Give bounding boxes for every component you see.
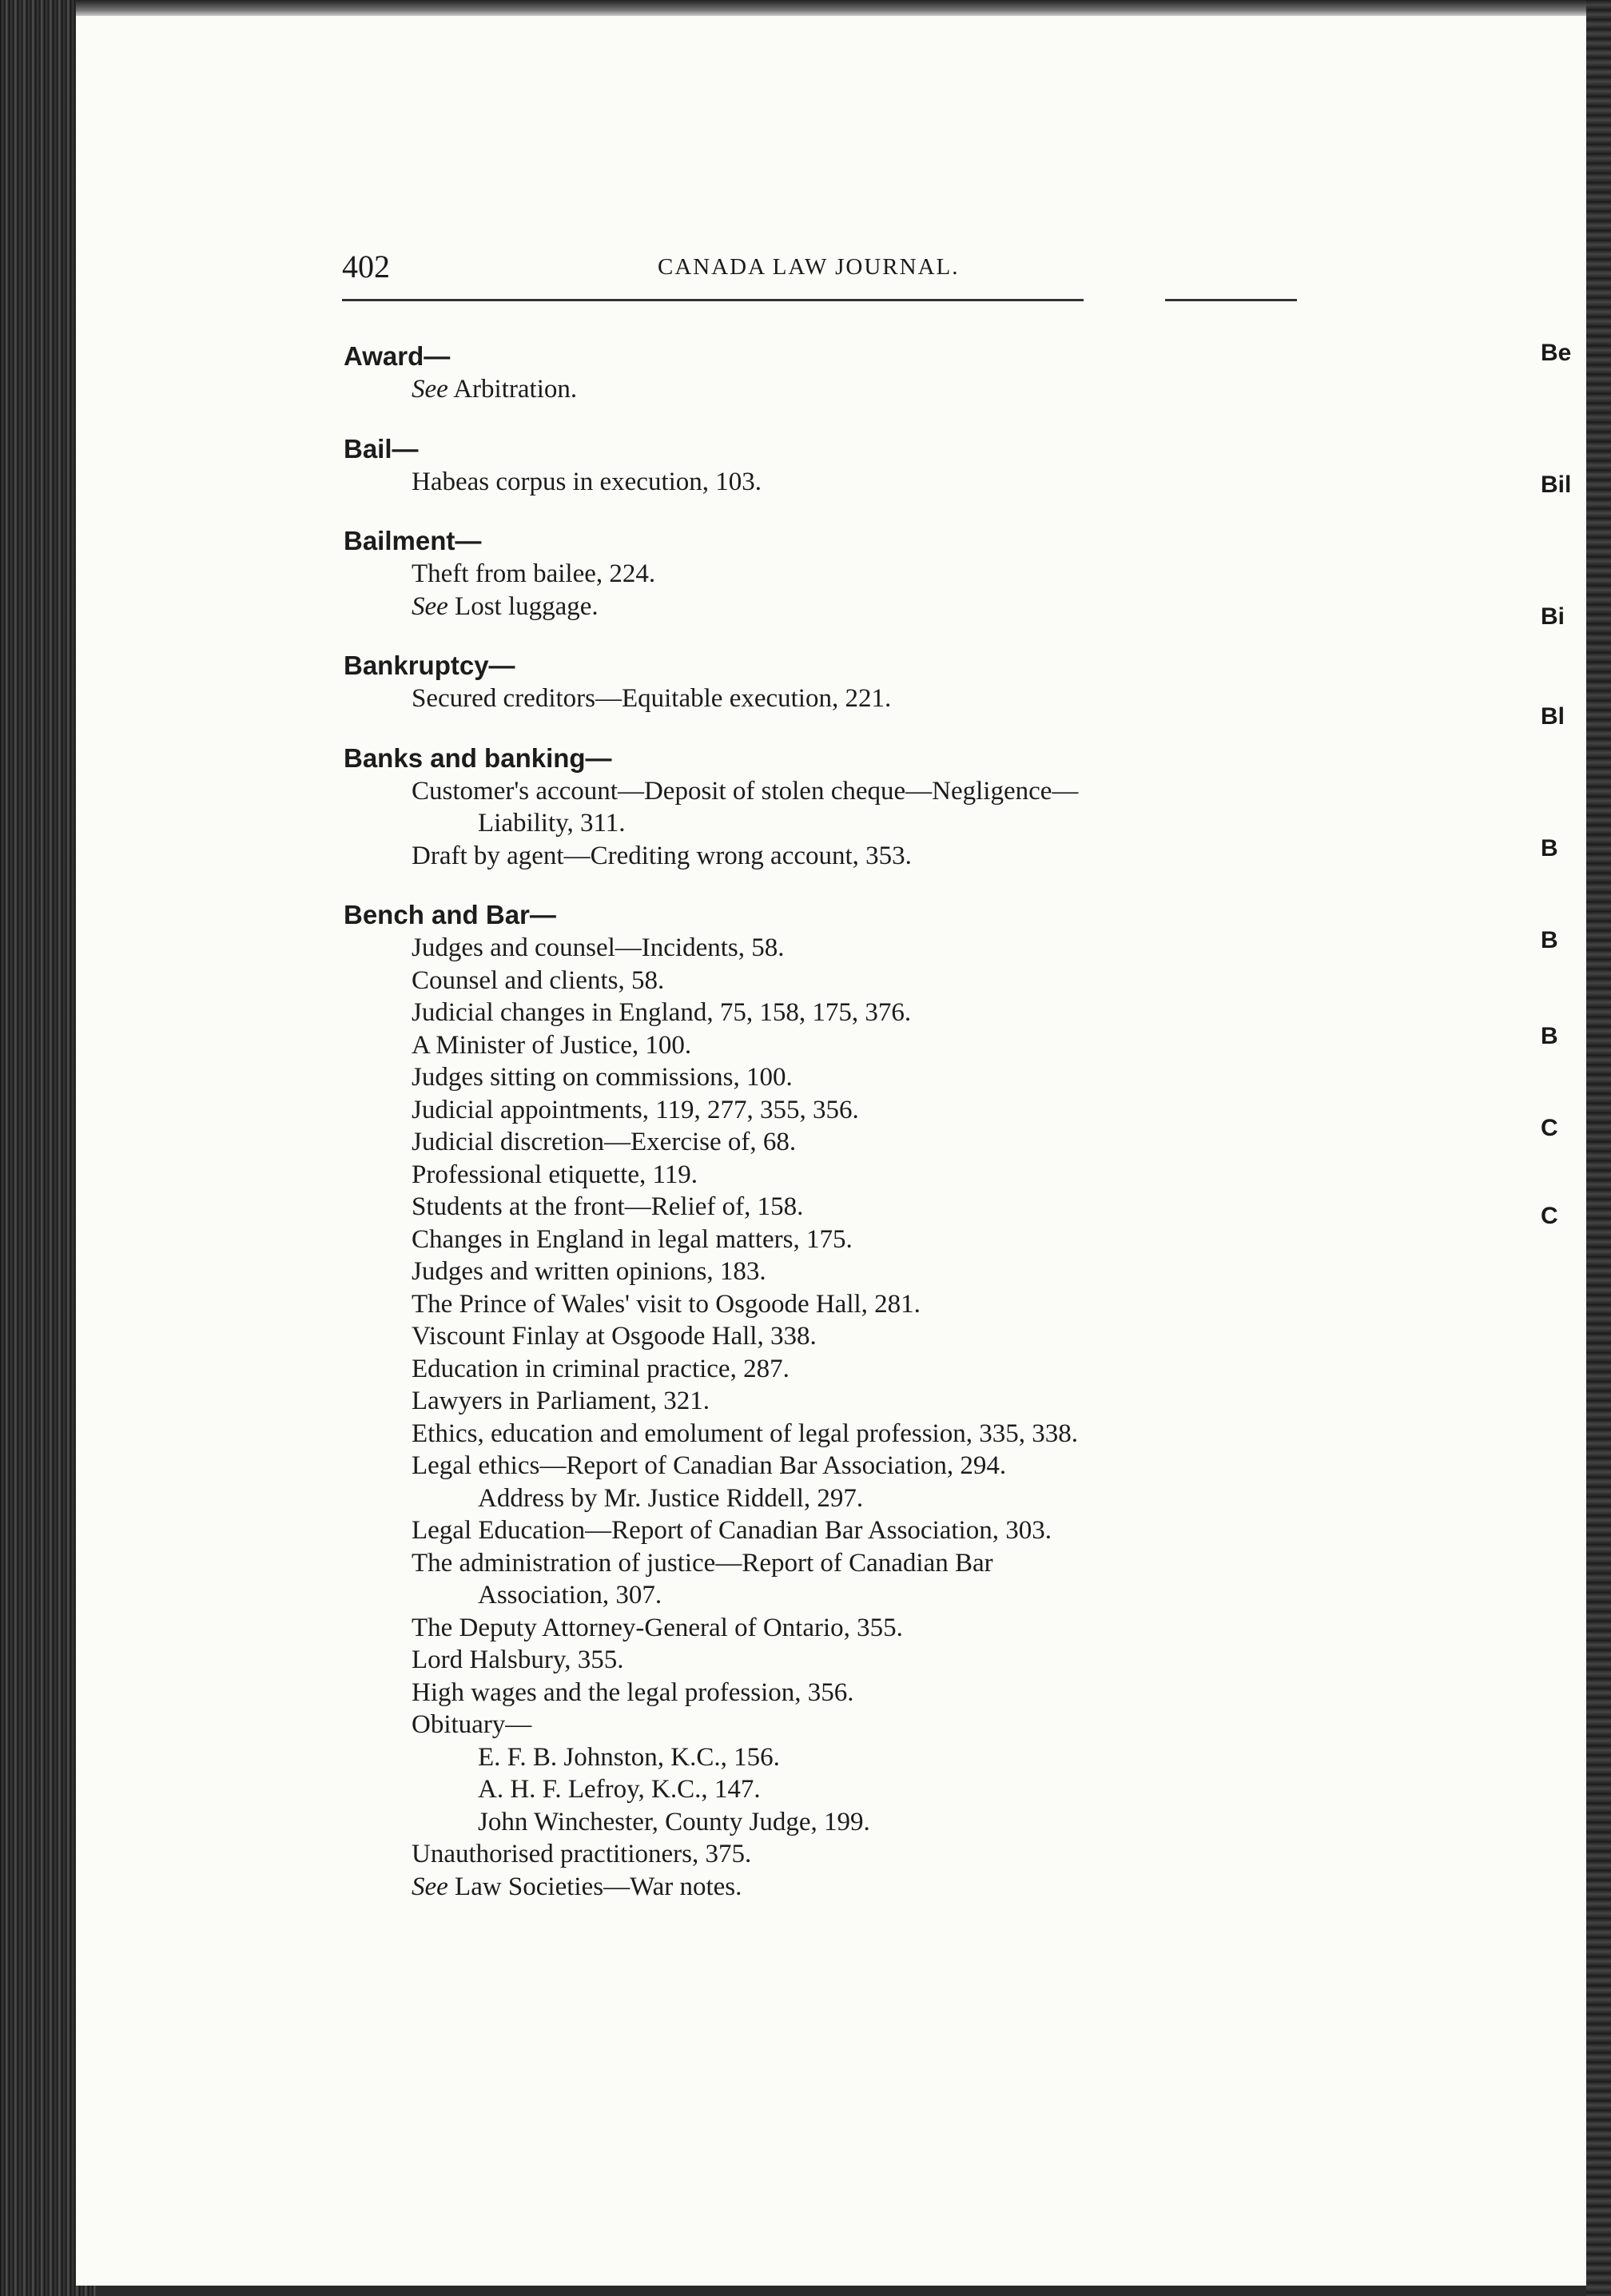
index-subentry bbox=[344, 1061, 1303, 1094]
index-subentry bbox=[344, 1353, 1303, 1386]
index-subentry bbox=[344, 1871, 1303, 1904]
page-header bbox=[342, 248, 1297, 288]
see-reference: See bbox=[412, 591, 448, 621]
facing-page-fragment: B bbox=[1541, 1023, 1558, 1049]
subentry-text: Professional etiquette, 119. bbox=[412, 1160, 698, 1189]
subentry-text: E. F. B. Johnston, K.C., 156. bbox=[478, 1742, 780, 1772]
subentry-text: High wages and the legal profession, 356. bbox=[412, 1677, 854, 1707]
subentry-text: Liability, 311. bbox=[478, 809, 626, 838]
subentry-text: Secured creditors—Equitable execution, 221. bbox=[412, 684, 892, 713]
subentry-text: Judicial changes in England, 75, 158, 175, 376. bbox=[412, 998, 912, 1027]
index-heading: Bailment— bbox=[344, 526, 482, 555]
index-subentry bbox=[344, 1418, 1303, 1450]
subentry-text: Habeas corpus in execution, 103. bbox=[412, 467, 762, 496]
subentry-text: Viscount Finlay at Osgoode Hall, 338. bbox=[412, 1322, 817, 1351]
see-reference: See bbox=[412, 375, 448, 404]
subentry-text: Legal Education—Report of Canadian Bar Association, 303. bbox=[412, 1516, 1052, 1545]
index-subentry bbox=[344, 1126, 1303, 1159]
index-heading: Bail— bbox=[344, 433, 419, 464]
facing-page-fragment: Bl bbox=[1541, 703, 1565, 730]
header-rule bbox=[342, 299, 1084, 301]
index-subentry bbox=[344, 807, 1303, 840]
right-page-edge bbox=[1586, 0, 1611, 2296]
index-entry bbox=[344, 649, 1303, 715]
subentry-text: Lost luggage. bbox=[448, 591, 599, 621]
index-subentry bbox=[344, 1255, 1303, 1288]
index-subentry bbox=[344, 1677, 1303, 1709]
facing-page-fragment: B bbox=[1541, 927, 1558, 953]
index-subentry bbox=[344, 682, 1303, 715]
index-subentry bbox=[344, 1838, 1303, 1871]
index-subentry bbox=[344, 1029, 1303, 1062]
index-heading: Banks and banking— bbox=[344, 742, 612, 773]
subentry-text: Association, 307. bbox=[478, 1581, 662, 1610]
index-subentry bbox=[344, 1612, 1303, 1645]
index-subentry bbox=[344, 965, 1303, 997]
index-subentry bbox=[344, 558, 1303, 591]
index-subentry bbox=[344, 1224, 1303, 1256]
subentry-text: John Winchester, County Judge, 199. bbox=[478, 1807, 870, 1836]
index-entry bbox=[344, 742, 1303, 873]
index-subentry bbox=[344, 373, 1303, 406]
subentry-text: Judges sitting on commissions, 100. bbox=[412, 1063, 793, 1092]
subentry-text: Obituary— bbox=[412, 1710, 532, 1739]
facing-page-fragment: Bi bbox=[1541, 603, 1565, 630]
facing-page-fragment: B bbox=[1541, 835, 1558, 861]
index-subentry bbox=[344, 1450, 1303, 1482]
index-subentry bbox=[344, 1320, 1303, 1353]
subentry-text: Draft by agent—Crediting wrong account, 353. bbox=[412, 841, 912, 870]
subentry-text: Unauthorised practitioners, 375. bbox=[412, 1840, 752, 1868]
subentry-text: Changes in England in legal matters, 175. bbox=[412, 1224, 853, 1254]
index-subentry bbox=[344, 1094, 1303, 1127]
subentry-text: Customer's account—Deposit of stolen cheque—Negligence— bbox=[412, 776, 1079, 806]
index-subentry bbox=[344, 1709, 1303, 1741]
subentry-text: The Deputy Attorney-General of Ontario, 355. bbox=[412, 1613, 903, 1642]
subentry-text: Arbitration. bbox=[448, 375, 578, 404]
subentry-text: Education in criminal practice, 287. bbox=[412, 1354, 790, 1383]
subentry-text: The Prince of Wales' visit to Osgoode Hall, 281. bbox=[412, 1289, 921, 1319]
index-heading: Bench and Bar— bbox=[344, 900, 556, 929]
index-subentry bbox=[344, 591, 1303, 623]
header-rule-right bbox=[1165, 299, 1297, 301]
index-subentry bbox=[344, 1514, 1303, 1547]
index-subentry bbox=[344, 1773, 1303, 1806]
facing-page-fragment: Be bbox=[1541, 340, 1572, 366]
facing-page-fragment: Bil bbox=[1541, 472, 1572, 498]
see-reference: See bbox=[412, 1872, 448, 1901]
subentry-text: Theft from bailee, 224. bbox=[412, 559, 656, 588]
index-subentry bbox=[344, 1191, 1303, 1224]
subentry-text: Address by Mr. Justice Riddell, 297. bbox=[478, 1483, 864, 1513]
subentry-text: Lawyers in Parliament, 321. bbox=[412, 1387, 710, 1415]
index-subentry bbox=[344, 1288, 1303, 1321]
subentry-text: Judges and counsel—Incidents, 58. bbox=[412, 933, 785, 962]
subentry-text: A. H. F. Lefroy, K.C., 147. bbox=[478, 1775, 761, 1804]
index-entry bbox=[344, 524, 1303, 623]
subentry-text: A Minister of Justice, 100. bbox=[412, 1030, 692, 1060]
facing-page-fragment: C bbox=[1541, 1203, 1558, 1229]
index-subentry bbox=[344, 997, 1303, 1029]
index-subentry bbox=[344, 1482, 1303, 1515]
subentry-text: Judicial appointments, 119, 277, 355, 356. bbox=[412, 1095, 859, 1124]
index-entry bbox=[344, 432, 1303, 499]
subentry-text: Students at the front—Relief of, 158. bbox=[412, 1192, 804, 1221]
index-subentry bbox=[344, 1644, 1303, 1677]
subentry-text: The administration of justice—Report of Canadian Bar bbox=[412, 1548, 993, 1578]
index-subentry bbox=[344, 840, 1303, 873]
index-subentry bbox=[344, 1741, 1303, 1774]
subentry-text: Counsel and clients, 58. bbox=[412, 965, 665, 995]
index-subentry bbox=[344, 775, 1303, 808]
index-subentry bbox=[344, 1806, 1303, 1839]
index-heading: Award— bbox=[344, 341, 451, 371]
subentry-text: Legal ethics—Report of Canadian Bar Association, 294. bbox=[412, 1451, 1007, 1480]
page-number: 402 bbox=[342, 249, 390, 285]
facing-page-fragments bbox=[1541, 0, 1589, 2296]
index-subentry bbox=[344, 1385, 1303, 1418]
subentry-text: Judges and written opinions, 183. bbox=[412, 1257, 766, 1286]
subentry-text: Judicial discretion—Exercise of, 68. bbox=[412, 1128, 797, 1156]
index-heading: Bankruptcy— bbox=[344, 651, 515, 680]
index-subentry bbox=[344, 1579, 1303, 1612]
index-subentry bbox=[344, 1547, 1303, 1580]
index-entry bbox=[344, 340, 1303, 406]
index-entry bbox=[344, 898, 1303, 1903]
subentry-text: Ethics, education and emolument of legal profession, 335, 338. bbox=[412, 1419, 1078, 1448]
top-page-edge bbox=[76, 0, 1586, 18]
subentry-text: Lord Halsbury, 355. bbox=[412, 1645, 624, 1674]
subentry-text: Law Societies—War notes. bbox=[448, 1872, 742, 1901]
index-subentry bbox=[344, 1159, 1303, 1192]
index-column bbox=[344, 340, 1303, 1929]
facing-page-fragment: C bbox=[1541, 1115, 1558, 1141]
index-subentry bbox=[344, 466, 1303, 499]
index-subentry bbox=[344, 932, 1303, 965]
running-title: CANADA LAW JOURNAL. bbox=[658, 254, 960, 280]
